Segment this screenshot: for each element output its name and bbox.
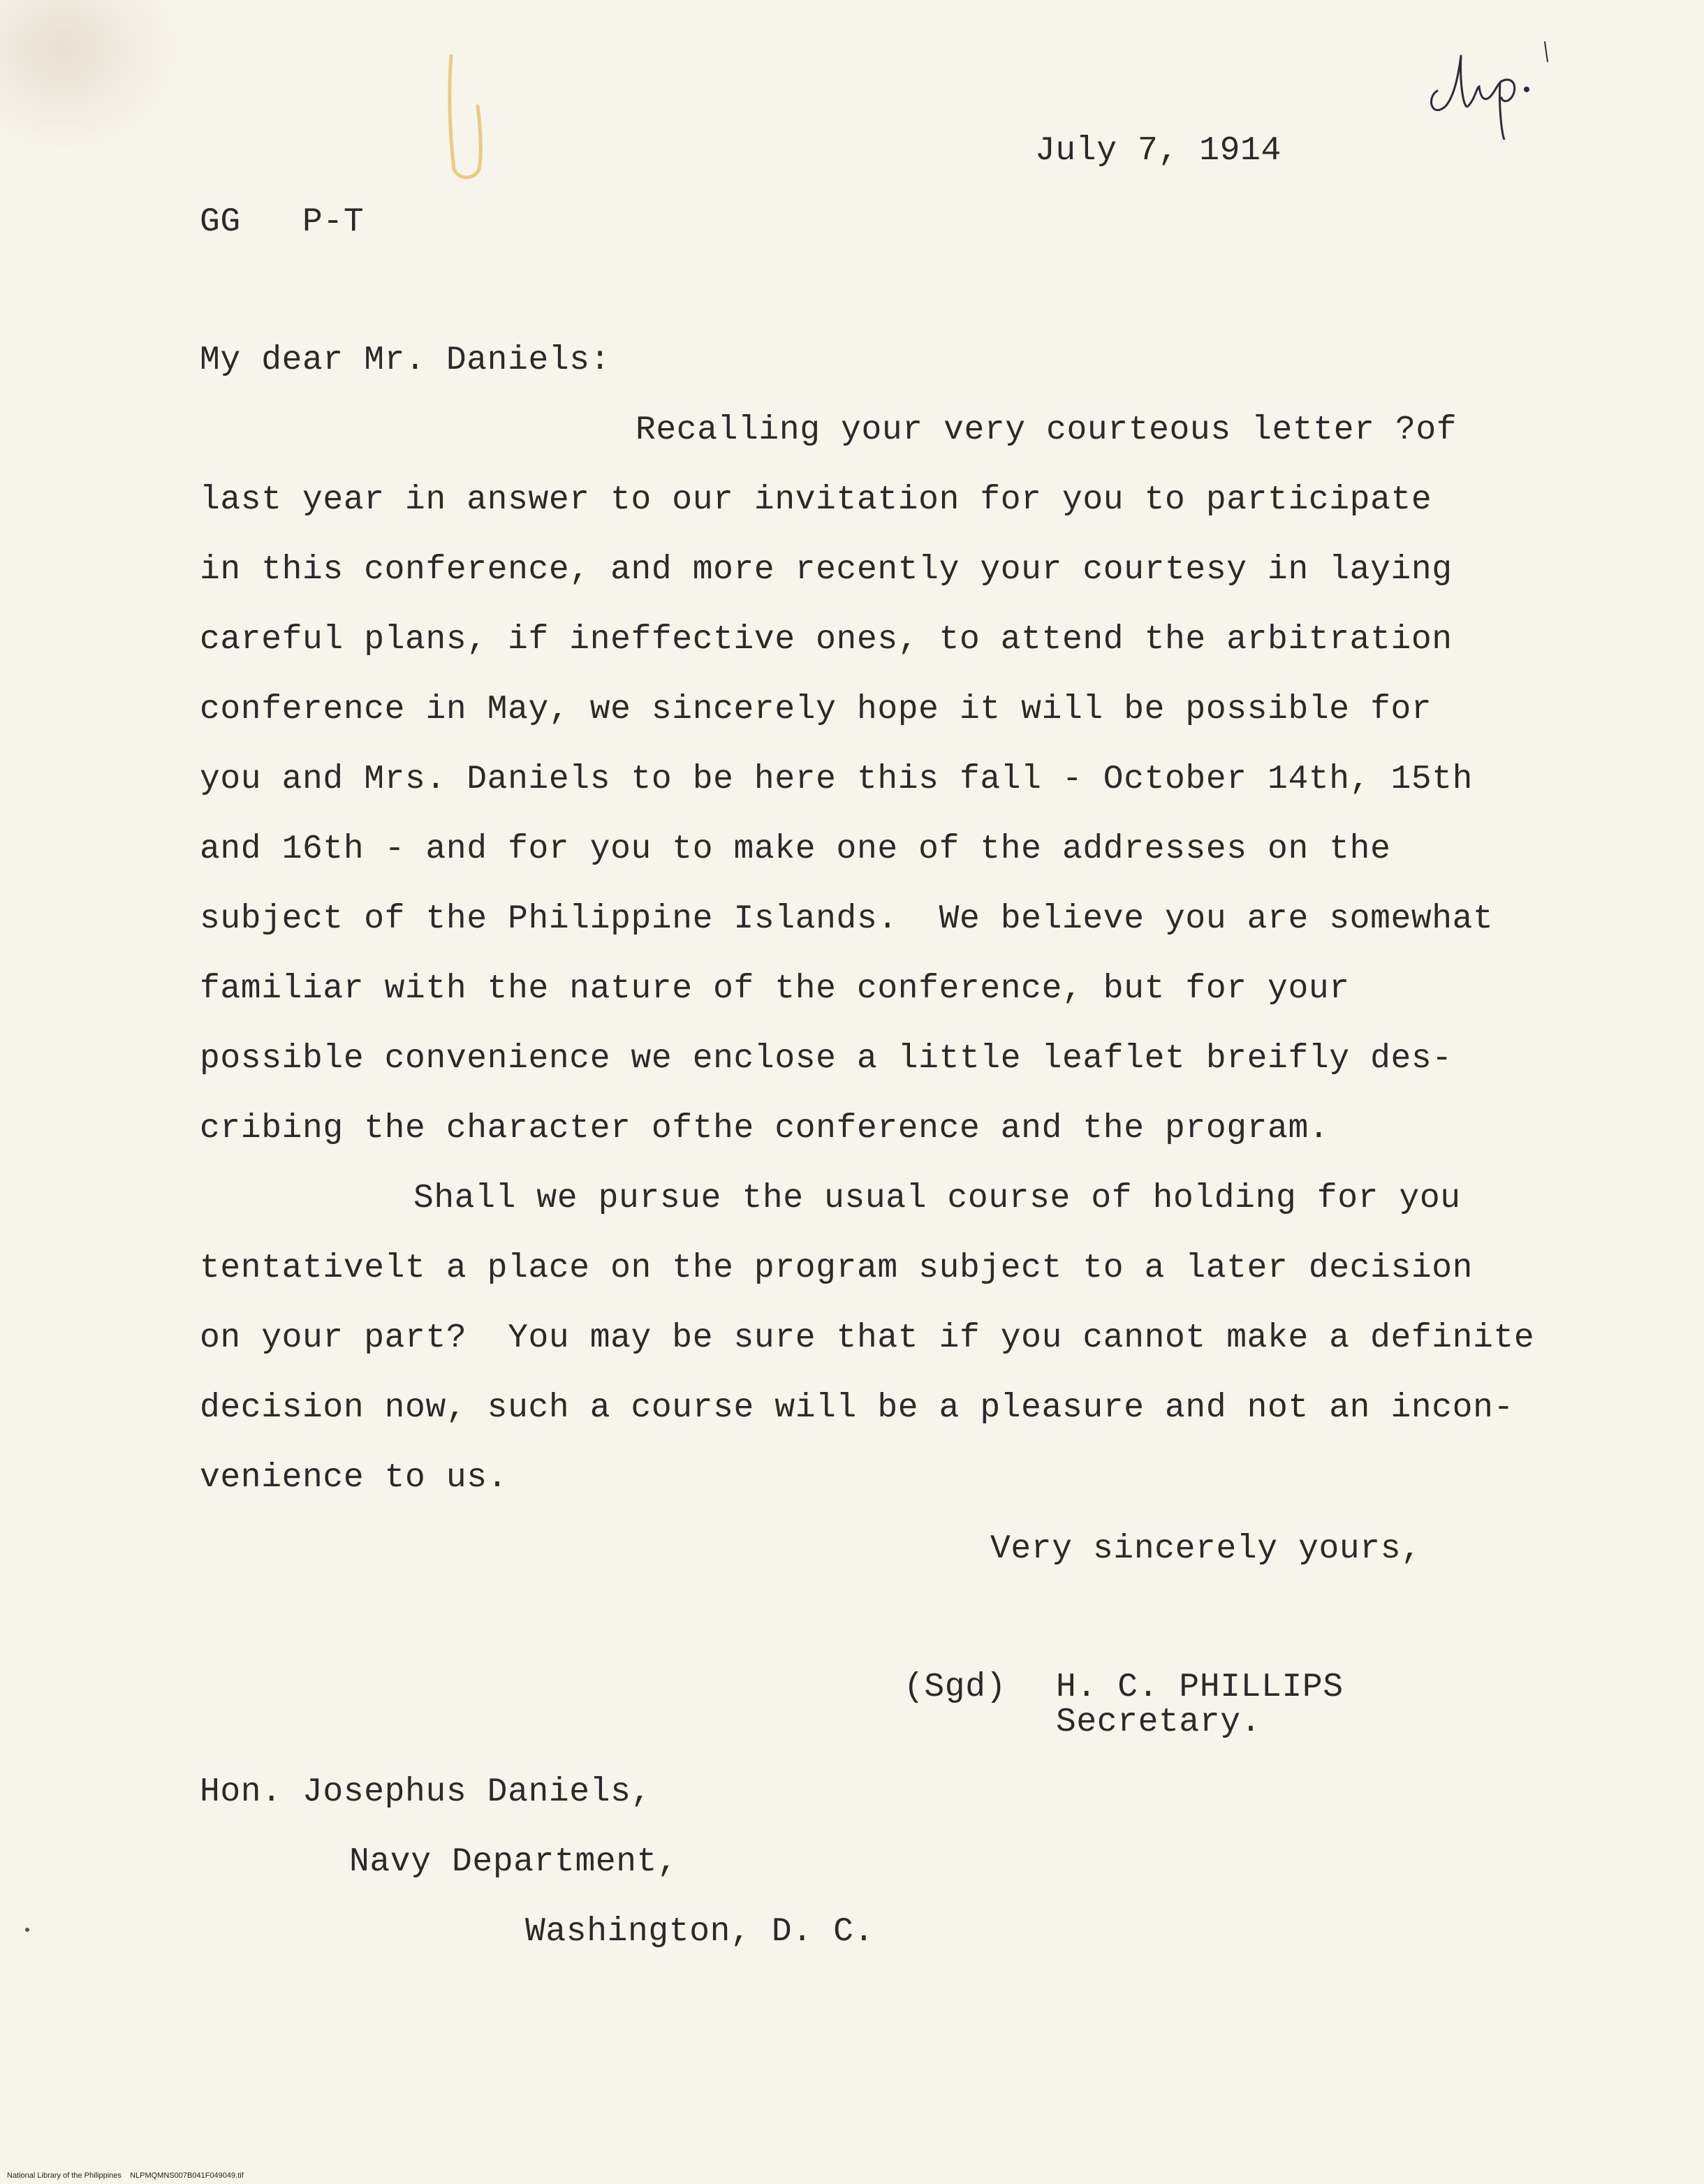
body-line: possible convenience we enclose a little leaflet breifly des- [200,1040,1453,1078]
handwritten-note [1425,28,1606,140]
archive-footer [7,2171,244,2181]
ink-speck [25,1928,29,1932]
salutation: My dear Mr. Daniels: [200,342,611,379]
file-id: NLPMQMNS007B041F049049.tif [130,2171,244,2180]
body-line: decision now, such a course will be a pleasure and not an incon- [200,1389,1514,1427]
address-line: Hon. Josephus Daniels, [200,1773,652,1811]
reference-initials: GG P-T [200,203,365,241]
body-line: last year in answer to our invitation for you to participate [200,481,1432,519]
address-line: Washington, D. C. [525,1913,874,1951]
paper-stain [0,0,182,154]
archive-credit: National Library of the Philippines [7,2171,122,2180]
letter-date: July 7, 1914 [1035,132,1281,170]
body-line: cribing the character ofthe conference and the program. [200,1110,1330,1148]
body-line: and 16th - and for you to make one of the addresses on the [200,830,1391,868]
paper-clip-mark [441,50,490,183]
body-line: familiar with the nature of the conference, but for your [200,970,1350,1008]
body-line: in this conference, and more recently your courtesy in laying [200,551,1453,589]
complimentary-closing: Very sincerely yours, [990,1530,1422,1568]
body-line: Shall we pursue the usual course of holding for you [413,1180,1461,1217]
address-line: Navy Department, [349,1843,678,1881]
signer-title: Secretary. [1056,1703,1262,1741]
body-line: careful plans, if ineffective ones, to attend the arbitration [200,621,1453,659]
signed-marker: (Sgd) [904,1669,1007,1706]
body-line: you and Mrs. Daniels to be here this fall - October 14th, 15th [200,761,1474,798]
body-line: on your part? You may be sure that if you cannot make a definite [200,1319,1535,1357]
body-line: Recalling your very courteous letter ?of [636,411,1457,449]
signer-name: H. C. PHILLIPS [1056,1669,1344,1706]
body-line: conference in May, we sincerely hope it will be possible for [200,691,1432,728]
body-line: venience to us. [200,1459,508,1497]
body-line: tentativelt a place on the program subject to a later decision [200,1249,1474,1287]
handwritten-dup-signature [1425,28,1606,140]
body-line: subject of the Philippine Islands. We believe you are somewhat [200,900,1494,938]
